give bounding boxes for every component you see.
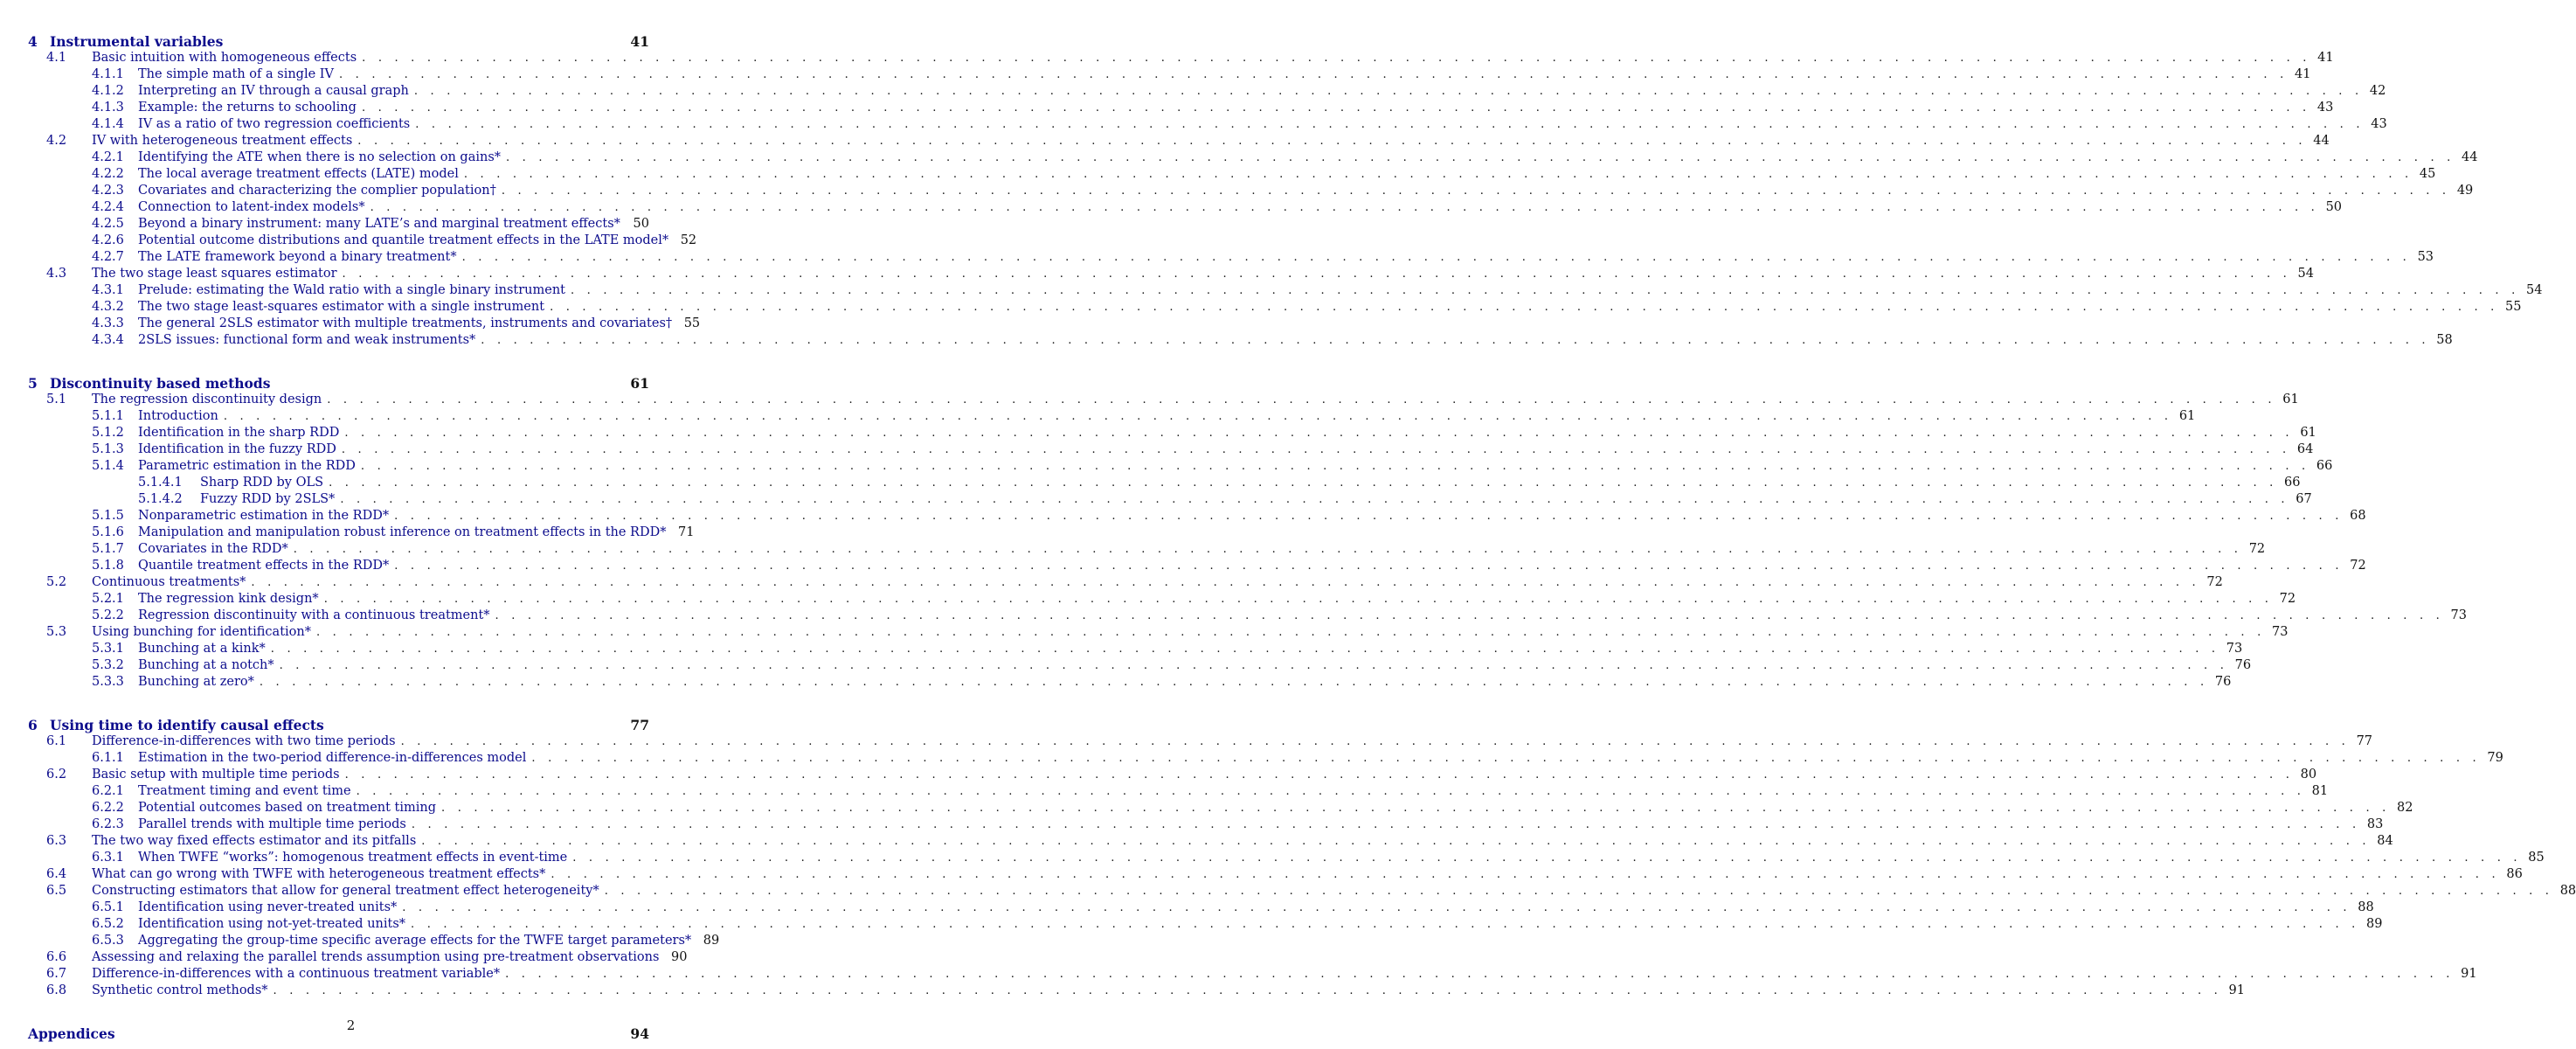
toc-entry-page: 44 bbox=[2313, 134, 2330, 148]
toc-entry-title[interactable]: Identification using never-treated units* bbox=[138, 900, 398, 914]
toc-entry[interactable] bbox=[92, 83, 2386, 100]
dot-leader: . . . . . . . . . . . . . . . . . . . . . . . . . . . . . . . . . . . . . . . . . . . . . . . . . . . . . . . . . . . . . . . . . . . . . . . . . . . . . . . . . . . . . . . . . . . . . . . . . . . . . . . . . . . . . . . . . . . . . . . . bbox=[570, 284, 2520, 297]
toc-entry-number: 5.1.4 bbox=[92, 459, 124, 473]
toc-entry-page: 58 bbox=[2436, 333, 2453, 347]
toc-entry-number: 5.1.7 bbox=[92, 542, 124, 556]
toc-entry-number: 6.5.2 bbox=[92, 917, 124, 931]
toc-entry-title[interactable]: Estimation in the two-period difference-in-differences model bbox=[138, 751, 527, 765]
toc-entry-number: 6.1 bbox=[46, 734, 67, 748]
toc-entry-title[interactable]: Sharp RDD by OLS bbox=[200, 476, 324, 490]
toc-entry-page: 81 bbox=[2311, 784, 2329, 798]
toc-entry-page: 90 bbox=[671, 950, 688, 964]
toc-entry[interactable] bbox=[92, 408, 2196, 425]
toc-entry-page: 61 bbox=[2282, 393, 2299, 406]
toc-entry-title[interactable]: Assessing and relaxing the parallel trends assumption using pre-treatment observations bbox=[92, 950, 660, 964]
toc-entry-title[interactable]: Connection to latent-index models* bbox=[138, 200, 365, 214]
toc-entry-page: 83 bbox=[2366, 817, 2384, 831]
toc-entry-title[interactable]: The LATE framework beyond a binary treatment* bbox=[138, 250, 457, 264]
toc-entry-page: 61 bbox=[2300, 426, 2316, 440]
toc-entry[interactable] bbox=[46, 266, 2314, 282]
dot-leader: . . . . . . . . . . . . . . . . . . . . . . . . . . . . . . . . . . . . . . . . . . . . . . . . . . . . . . . . . . . . . . . . . . . . . . . . . . . . . . . . . . . . . . . . . . . . . . . . . . . . . . . . . . . . . . . . . . . . . . . . bbox=[329, 476, 2278, 490]
toc-entry[interactable] bbox=[92, 299, 2522, 316]
toc-entry-title[interactable]: Potential outcome distributions and quantile treatment effects in the LATE model* bbox=[138, 233, 669, 247]
toc-entry-title[interactable]: Continuous treatments* bbox=[92, 575, 246, 589]
toc-entry-number: 4.3.4 bbox=[92, 333, 124, 347]
dot-leader: . . . . . . . . . . . . . . . . . . . . . . . . . . . . . . . . . . . . . . . . . . . . . . . . . . . . . . . . . . . . . . . . . . . . . . . . . . . . . . . . . . . . . . . . . . . . . . . . . . . . . . . . . . . . . . . . . . . . . . . . bbox=[461, 251, 2412, 264]
dot-leader: . . . . . . . . . . . . . . . . . . . . . . . . . . . . . . . . . . . . . . . . . . . . . . . . . . . . . . . . . . . . . . . . . . . . . . . . . . . . . . . . . . . . . . . . . . . . . . . . . . . . . . . . . . . . . . . . . . . . . . . . bbox=[441, 802, 2391, 815]
toc-entry[interactable] bbox=[92, 900, 2374, 916]
toc-entry-page: 66 bbox=[2284, 476, 2301, 490]
dot-leader: . . . . . . . . . . . . . . . . . . . . . . . . . . . . . . . . . . . . . . . . . . . . . . . . . . . . . . . . . . . . . . . . . . . . . . . . . . . . . . . . . . . . . . . . . . . . . . . . . . . . . . . . . . . . . . . . . . . . . . . . bbox=[273, 984, 2222, 997]
toc-entry-title[interactable]: The regression kink design* bbox=[138, 592, 319, 606]
toc-entry-title[interactable]: Quantile treatment effects in the RDD* bbox=[138, 559, 390, 573]
page-number: 2 bbox=[346, 1018, 356, 1033]
toc-entry-page: 45 bbox=[2419, 167, 2436, 181]
toc-entry-page: 66 bbox=[2316, 459, 2333, 473]
toc-entry-page: 61 bbox=[630, 375, 649, 392]
toc-entry-number: 5.3.3 bbox=[92, 675, 124, 689]
toc-entry[interactable] bbox=[92, 641, 2243, 657]
toc-entry[interactable] bbox=[92, 441, 2314, 458]
dot-leader: . . . . . . . . . . . . . . . . . . . . . . . . . . . . . . . . . . . . . . . . . . . . . . . . . . . . . . . . . . . . . . . . . . . . . . . . . . . . . . . . . . . . . . . . . . . . . . . . . . . . . . . . . . . . . . . . . . . . . . . . bbox=[413, 85, 2364, 98]
dot-leader: . . . . . . . . . . . . . . . . . . . . . . . . . . . . . . . . . . . . . . . . . . . . . . . . . . . . . . . . . . . . . . . . . . . . . . . . . . . . . . . . . . . . . . . . . . . . . . . . . . . . . . . . . . . . . . . . . . . . . . . . bbox=[342, 267, 2291, 281]
toc-entry-number: 5.1.3 bbox=[92, 442, 124, 456]
toc-entry-title[interactable]: Potential outcomes based on treatment timing bbox=[138, 801, 437, 815]
toc-entry-page: 54 bbox=[2297, 267, 2314, 281]
dot-leader: . . . . . . . . . . . . . . . . . . . . . . . . . . . . . . . . . . . . . . . . . . . . . . . . . . . . . . . . . . . . . . . . . . . . . . . . . . . . . . . . . . . . . . . . . . . . . . . . . . . . . . . . . . . . . . . . . . . . . . . . bbox=[550, 301, 2499, 314]
toc-entry-number: 4.3.1 bbox=[92, 283, 124, 297]
toc-entry-page: 49 bbox=[2456, 184, 2474, 198]
toc-chapter-entry[interactable] bbox=[28, 375, 649, 392]
toc-entry-title[interactable]: Interpreting an IV through a causal graph bbox=[138, 84, 409, 98]
toc-entry-title[interactable]: The two stage least-squares estimator with a single instrument bbox=[138, 300, 545, 314]
toc-entry[interactable] bbox=[92, 66, 2311, 83]
dot-leader: . . . . . . . . . . . . . . . . . . . . . . . . . . . . . . . . . . . . . . . . . . . . . . . . . . . . . . . . . . . . . . . . . . . . . . . . . . . . . . . . . . . . . . . . . . . . . . . . . . . . . . . . . . . . . . . . . . . . . . . . bbox=[361, 101, 2311, 115]
toc-entry-page: 41 bbox=[2294, 67, 2311, 81]
toc-entry-number: 6.5.1 bbox=[92, 900, 124, 914]
toc-entry-title[interactable]: Synthetic control methods* bbox=[92, 983, 268, 997]
toc-entry-page: 91 bbox=[2228, 983, 2245, 997]
toc-entry-page: 85 bbox=[2528, 851, 2545, 865]
toc-entry-number: 6.2 bbox=[46, 768, 67, 782]
toc-entry-number: 5.1.1 bbox=[92, 409, 124, 423]
toc-entry[interactable] bbox=[92, 116, 2387, 133]
toc-entry[interactable] bbox=[92, 850, 2545, 866]
toc-entry-number: 6.2.2 bbox=[92, 801, 124, 815]
toc-entry[interactable] bbox=[46, 574, 2223, 591]
dot-leader: . . . . . . . . . . . . . . . . . . . . . . . . . . . . . . . . . . . . . . . . . . . . . . . . . . . . . . . . . . . . . . . . . . . . . . . . . . . . . . . . . . . . . . . . . . . . . . . . . . . . . . . . . . . . . . . . . . . . . . . . bbox=[360, 460, 2310, 473]
toc-entry-number: 6.6 bbox=[46, 950, 67, 964]
dot-leader: . . . . . . . . . . . . . . . . . . . . . . . . . . . . . . . . . . . . . . . . . . . . . . . . . . . . . . . . . . . . . . . . . . . . . . . . . . . . . . . . . . . . . . . . . . . . . . . . . . . . . . . . . . . . . . . . . . . . . . . . bbox=[340, 493, 2289, 506]
toc-entry-number: 6.2.3 bbox=[92, 817, 124, 831]
toc-entry-number: 4.3.2 bbox=[92, 300, 124, 314]
toc-entry-title[interactable]: Identification using not-yet-treated units* bbox=[138, 917, 406, 931]
toc-entry-page: 72 bbox=[2206, 575, 2223, 589]
toc-entry-number: 5.1.4.1 bbox=[138, 476, 183, 490]
toc-entry-title[interactable]: The two stage least squares estimator bbox=[92, 267, 337, 281]
dot-leader: . . . . . . . . . . . . . . . . . . . . . . . . . . . . . . . . . . . . . . . . . . . . . . . . . . . . . . . . . . . . . . . . . . . . . . . . . . . . . . . . . . . . . . . . . . . . . . . . . . . . . . . . . . . . . . . . . . . . . . . . bbox=[341, 443, 2291, 456]
toc-entry[interactable] bbox=[92, 524, 695, 541]
toc-entry-page: 94 bbox=[630, 1025, 649, 1042]
dot-leader: . . . . . . . . . . . . . . . . . . . . . . . . . . . . . . . . . . . . . . . . . . . . . . . . . . . . . . . . . . . . . . . . . . . . . . . . . . . . . . . . . . . . . . . . . . . . . . . . . . . . . . . . . . . . . . . . . . . . . . . . bbox=[357, 135, 2307, 148]
toc-entry-page: 91 bbox=[2461, 967, 2477, 981]
toc-entry[interactable] bbox=[92, 425, 2316, 441]
dot-leader: . . . . . . . . . . . . . . . . . . . . . . . . . . . . . . . . . . . . . . . . . . . . . . . . . . . . . . . . . . . . . . . . . . . . . . . . . . . . . . . . . . . . . . . . . . . . . . . . . . . . . . . . . . . . . . . . . . . . . . . . bbox=[421, 835, 2371, 848]
toc-entry-title[interactable]: Constructing estimators that allow for general treatment effect heterogeneity* bbox=[92, 884, 599, 898]
dot-leader: . . . . . . . . . . . . . . . . . . . . . . . . . . . . . . . . . . . . . . . . . . . . . . . . . . . . . . . . . . . . . . . . . . . . . . . . . . . . . . . . . . . . . . . . . . . . . . . . . . . . . . . . . . . . . . . . . . . . . . . . bbox=[362, 52, 2311, 65]
toc-entry[interactable] bbox=[92, 591, 2296, 608]
dot-leader: . . . . . . . . . . . . . . . . . . . . . . . . . . . . . . . . . . . . . . . . . . . . . . . . . . . . . . . . . . . . . . . . . . . . . . . . . . . . . . . . . . . . . . . . . . . . . . . . . . . . . . . . . . . . . . . . . . . . . . . . bbox=[394, 559, 2344, 573]
toc-entry-page: 84 bbox=[2377, 834, 2393, 848]
toc-entry-title[interactable]: Parallel trends with multiple time periods bbox=[138, 817, 406, 831]
toc-entry-page: 50 bbox=[633, 217, 649, 231]
dot-leader: . . . . . . . . . . . . . . . . . . . . . . . . . . . . . . . . . . . . . . . . . . . . . . . . . . . . . . . . . . . . . . . . . . . . . . . . . . . . . . . . . . . . . . . . . . . . . . . . . . . . . . . . . . . . . . . . . . . . . . . . bbox=[344, 427, 2294, 440]
toc-entry[interactable] bbox=[92, 608, 2467, 624]
toc-entry-number: 5.1.4.2 bbox=[138, 492, 183, 506]
toc-entry-page: 73 bbox=[2271, 625, 2289, 639]
toc-entry-title[interactable]: Difference-in-differences with a continuous treatment variable* bbox=[92, 967, 501, 981]
dot-leader: . . . . . . . . . . . . . . . . . . . . . . . . . . . . . . . . . . . . . . . . . . . . . . . . . . . . . . . . . . . . . . . . . . . . . . . . . . . . . . . . . . . . . . . . . . . . . . . . . . . . . . . . . . . . . . . . . . . . . . . . bbox=[505, 968, 2455, 981]
toc-entry-number: 4.2.4 bbox=[92, 200, 124, 214]
dot-leader: . . . . . . . . . . . . . . . . . . . . . . . . . . . . . . . . . . . . . . . . . . . . . . . . . . . . . . . . . . . . . . . . . . . . . . . . . . . . . . . . . . . . . . . . . . . . . . . . . . . . . . . . . . . . . . . . . . . . . . . . bbox=[551, 868, 2500, 881]
toc-entry-number: 5 bbox=[28, 375, 38, 392]
toc-entry-title[interactable]: Introduction bbox=[138, 409, 218, 423]
toc-entry-title[interactable]: Using bunching for identification* bbox=[92, 625, 311, 639]
toc-entry[interactable] bbox=[92, 674, 2232, 691]
dot-leader: . . . . . . . . . . . . . . . . . . . . . . . . . . . . . . . . . . . . . . . . . . . . . . . . . . . . . . . . . . . . . . . . . . . . . . . . . . . . . . . . . . . . . . . . . . . . . . . . . . . . . . . . . . . . . . . . . . . . . . . . bbox=[400, 735, 2351, 748]
toc-entry[interactable] bbox=[92, 800, 2413, 816]
toc-entry-title[interactable]: Beyond a binary instrument: many LATE’s and marginal treatment effects* bbox=[138, 217, 620, 231]
toc-entry-number: 4.2.7 bbox=[92, 250, 124, 264]
toc-entry-title[interactable]: Parametric estimation in the RDD bbox=[138, 459, 356, 473]
toc-entry[interactable] bbox=[92, 332, 2453, 349]
toc-entry-number: 6.3 bbox=[46, 834, 67, 848]
toc-entry-number: 4.2 bbox=[46, 134, 67, 148]
toc-entry-page: 55 bbox=[2505, 300, 2522, 314]
toc-entry-title[interactable]: Covariates in the RDD* bbox=[138, 542, 288, 556]
toc-entry-title[interactable]: The local average treatment effects (LATE) model bbox=[138, 167, 459, 181]
toc-entry-page: 88 bbox=[2559, 884, 2576, 898]
toc-entry-title[interactable]: Basic intuition with homogeneous effects bbox=[92, 51, 357, 65]
dot-leader: . . . . . . . . . . . . . . . . . . . . . . . . . . . . . . . . . . . . . . . . . . . . . . . . . . . . . . . . . . . . . . . . . . . . . . . . . . . . . . . . . . . . . . . . . . . . . . . . . . . . . . . . . . . . . . . . . . . . . . . . bbox=[531, 752, 2481, 765]
toc-entry-page: 73 bbox=[2226, 642, 2243, 656]
dot-leader: . . . . . . . . . . . . . . . . . . . . . . . . . . . . . . . . . . . . . . . . . . . . . . . . . . . . . . . . . . . . . . . . . . . . . . . . . . . . . . . . . . . . . . . . . . . . . . . . . . . . . . . . . . . . . . . . . . . . . . . . bbox=[495, 609, 2444, 622]
toc-entry-title[interactable]: The two way fixed effects estimator and its pitfalls bbox=[92, 834, 417, 848]
dot-leader: . . . . . . . . . . . . . . . . . . . . . . . . . . . . . . . . . . . . . . . . . . . . . . . . . . . . . . . . . . . . . . . . . . . . . . . . . . . . . . . . . . . . . . . . . . . . . . . . . . . . . . . . . . . . . . . . . . . . . . . . bbox=[506, 151, 2455, 164]
toc-entry-number: 6.2.1 bbox=[92, 784, 124, 798]
toc-entry-title[interactable]: The simple math of a single IV bbox=[138, 67, 334, 81]
toc-entry-page: 82 bbox=[2397, 801, 2413, 815]
dot-leader: . . . . . . . . . . . . . . . . . . . . . . . . . . . . . . . . . . . . . . . . . . . . . . . . . . . . . . . . . . . . . . . . . . . . . . . . . . . . . . . . . . . . . . . . . . . . . . . . . . . . . . . . . . . . . . . . . . . . . . . . bbox=[411, 818, 2361, 831]
toc-entry[interactable] bbox=[92, 233, 697, 249]
toc-entry-number: 4.1 bbox=[46, 51, 67, 65]
toc-entry-number: 5.1.6 bbox=[92, 525, 124, 539]
toc-entry[interactable] bbox=[92, 249, 2434, 266]
toc-entry-page: 61 bbox=[2178, 409, 2196, 423]
toc-entry-number: 5.1.8 bbox=[92, 559, 124, 573]
toc-entry[interactable] bbox=[92, 657, 2252, 674]
toc-entry-number: 5.1.5 bbox=[92, 509, 124, 523]
toc-entry-number: 5.2.2 bbox=[92, 608, 124, 622]
toc-entry[interactable] bbox=[92, 816, 2384, 833]
dot-leader: . . . . . . . . . . . . . . . . . . . . . . . . . . . . . . . . . . . . . . . . . . . . . . . . . . . . . . . . . . . . . . . . . . . . . . . . . . . . . . . . . . . . . . . . . . . . . . . . . . . . . . . . . . . . . . . . . . . . . . . . bbox=[415, 118, 2365, 131]
toc-entry-number: 6 bbox=[28, 717, 38, 733]
toc-entry-page: 41 bbox=[2317, 51, 2334, 65]
toc-entry[interactable] bbox=[92, 216, 649, 233]
toc-entry-page: 43 bbox=[2316, 101, 2334, 115]
toc-entry-page: 41 bbox=[630, 33, 649, 50]
toc-entry-title[interactable]: Appendices bbox=[28, 1025, 115, 1042]
toc-entry-number: 4.2.2 bbox=[92, 167, 124, 181]
toc-entry-page: 89 bbox=[703, 934, 720, 948]
toc-entry-page: 86 bbox=[2506, 867, 2523, 881]
toc-entry-title[interactable]: The regression discontinuity design bbox=[92, 393, 322, 406]
toc-entry[interactable] bbox=[92, 149, 2478, 166]
toc-entry[interactable] bbox=[92, 183, 2474, 199]
toc-entry-number: 6.4 bbox=[46, 867, 67, 881]
toc-entry[interactable] bbox=[138, 475, 2301, 491]
toc-entry-page: 50 bbox=[2325, 200, 2343, 214]
dot-leader: . . . . . . . . . . . . . . . . . . . . . . . . . . . . . . . . . . . . . . . . . . . . . . . . . . . . . . . . . . . . . . . . . . . . . . . . . . . . . . . . . . . . . . . . . . . . . . . . . . . . . . . . . . . . . . . . . . . . . . . . bbox=[370, 201, 2320, 214]
toc-entry[interactable] bbox=[92, 100, 2334, 116]
toc-entry[interactable] bbox=[92, 508, 2366, 524]
toc-entry-page: 72 bbox=[2279, 592, 2296, 606]
toc-entry-number: 4.1.2 bbox=[92, 84, 124, 98]
toc-entry[interactable] bbox=[92, 558, 2366, 574]
toc-entry[interactable] bbox=[92, 916, 2383, 933]
toc-entry-number: 6.5.3 bbox=[92, 934, 124, 948]
toc-entry-page: 88 bbox=[2358, 900, 2374, 914]
toc-entry-number: 6.5 bbox=[46, 884, 67, 898]
toc-entry-title[interactable]: Nonparametric estimation in the RDD* bbox=[138, 509, 390, 523]
toc-entry[interactable] bbox=[46, 50, 2334, 66]
toc-entry-title[interactable]: Bunching at a kink* bbox=[138, 642, 266, 656]
toc-entry-title[interactable]: Using time to identify causal effects bbox=[50, 717, 324, 733]
toc-entry-page: 71 bbox=[678, 525, 695, 539]
toc-entry-page: 73 bbox=[2450, 608, 2467, 622]
toc-entry-title[interactable]: Identifying the ATE when there is no selection on gains* bbox=[138, 150, 502, 164]
toc-entry-title[interactable]: Instrumental variables bbox=[50, 33, 224, 50]
toc-entry[interactable] bbox=[46, 866, 2523, 883]
toc-entry-page: 53 bbox=[2417, 250, 2434, 264]
toc-entry[interactable] bbox=[46, 983, 2245, 999]
dot-leader: . . . . . . . . . . . . . . . . . . . . . . . . . . . . . . . . . . . . . . . . . . . . . . . . . . . . . . . . . . . . . . . . . . . . . . . . . . . . . . . . . . . . . . . . . . . . . . . . . . . . . . . . . . . . . . . . . . . . . . . . bbox=[344, 768, 2295, 782]
toc-entry-number: 4.2.5 bbox=[92, 217, 124, 231]
toc-entry-page: 89 bbox=[2366, 917, 2383, 931]
dot-leader: . . . . . . . . . . . . . . . . . . . . . . . . . . . . . . . . . . . . . . . . . . . . . . . . . . . . . . . . . . . . . . . . . . . . . . . . . . . . . . . . . . . . . . . . . . . . . . . . . . . . . . . . . . . . . . . . . . . . . . . . bbox=[402, 901, 2351, 914]
toc-entry-title[interactable]: IV as a ratio of two regression coefficients bbox=[138, 117, 411, 131]
toc-entry[interactable] bbox=[92, 933, 720, 949]
toc-entry-number: 5.2 bbox=[46, 575, 67, 589]
toc-entry-number: 5.3.2 bbox=[92, 658, 124, 672]
dot-leader: . . . . . . . . . . . . . . . . . . . . . . . . . . . . . . . . . . . . . . . . . . . . . . . . . . . . . . . . . . . . . . . . . . . . . . . . . . . . . . . . . . . . . . . . . . . . . . . . . . . . . . . . . . . . . . . . . . . . . . . . bbox=[293, 543, 2243, 556]
toc-entry-title[interactable]: Basic setup with multiple time periods bbox=[92, 768, 340, 782]
toc-entry-number: 4.3 bbox=[46, 267, 67, 281]
toc-entry-number: 4.2.3 bbox=[92, 184, 124, 198]
toc-entry[interactable] bbox=[46, 133, 2330, 149]
toc-entry-number: 6.7 bbox=[46, 967, 67, 981]
toc-entry-page: 44 bbox=[2462, 150, 2478, 164]
toc-entry-page: 64 bbox=[2296, 442, 2314, 456]
toc-entry-title[interactable]: Regression discontinuity with a continuous treatment* bbox=[138, 608, 490, 622]
toc-entry-page: 42 bbox=[2369, 84, 2386, 98]
toc-entry[interactable] bbox=[92, 282, 2543, 299]
toc-entry[interactable] bbox=[46, 833, 2393, 850]
toc-entry-page: 80 bbox=[2300, 768, 2317, 782]
toc-entry-number: 4.2.1 bbox=[92, 150, 124, 164]
dot-leader: . . . . . . . . . . . . . . . . . . . . . . . . . . . . . . . . . . . . . . . . . . . . . . . . . . . . . . . . . . . . . . . . . . . . . . . . . . . . . . . . . . . . . . . . . . . . . . . . . . . . . . . . . . . . . . . . . . . . . . . . bbox=[481, 334, 2430, 347]
toc-entry-page: 76 bbox=[2214, 675, 2232, 689]
toc-entry[interactable] bbox=[92, 541, 2266, 558]
toc-entry[interactable] bbox=[46, 392, 2299, 408]
toc-entry-title[interactable]: Bunching at zero* bbox=[138, 675, 254, 689]
toc-entry-number: 4.2.6 bbox=[92, 233, 124, 247]
toc-entry-page: 72 bbox=[2350, 559, 2366, 573]
toc-entry-number: 6.8 bbox=[46, 983, 67, 997]
toc-entry-page: 79 bbox=[2487, 751, 2503, 765]
toc-entry[interactable] bbox=[92, 199, 2343, 216]
toc-entry-number: 4.1.3 bbox=[92, 101, 124, 115]
toc-entry-page: 54 bbox=[2525, 283, 2543, 297]
dot-leader: . . . . . . . . . . . . . . . . . . . . . . . . . . . . . . . . . . . . . . . . . . . . . . . . . . . . . . . . . . . . . . . . . . . . . . . . . . . . . . . . . . . . . . . . . . . . . . . . . . . . . . . . . . . . . . . . . . . . . . . . bbox=[604, 885, 2554, 898]
toc-entry-title[interactable]: Identification in the fuzzy RDD bbox=[138, 442, 336, 456]
toc-entry[interactable] bbox=[46, 767, 2317, 783]
toc-entry-title[interactable]: What can go wrong with TWFE with heterogeneous treatment effects* bbox=[92, 867, 546, 881]
toc-entry-title[interactable]: Identification in the sharp RDD bbox=[138, 426, 340, 440]
toc-entry[interactable] bbox=[46, 949, 688, 966]
dot-leader: . . . . . . . . . . . . . . . . . . . . . . . . . . . . . . . . . . . . . . . . . . . . . . . . . . . . . . . . . . . . . . . . . . . . . . . . . . . . . . . . . . . . . . . . . . . . . . . . . . . . . . . . . . . . . . . . . . . . . . . . bbox=[394, 510, 2344, 523]
toc-entry-title[interactable]: Treatment timing and event time bbox=[138, 784, 351, 798]
toc-entry[interactable] bbox=[92, 750, 2503, 767]
toc-entry[interactable] bbox=[46, 624, 2289, 641]
toc-entry[interactable] bbox=[92, 783, 2329, 800]
toc-chapter-entry[interactable] bbox=[28, 717, 649, 733]
dot-leader: . . . . . . . . . . . . . . . . . . . . . . . . . . . . . . . . . . . . . . . . . . . . . . . . . . . . . . . . . . . . . . . . . . . . . . . . . . . . . . . . . . . . . . . . . . . . . . . . . . . . . . . . . . . . . . . . . . . . . . . . bbox=[323, 593, 2274, 606]
toc-entry-page: 43 bbox=[2371, 117, 2387, 131]
dot-leader: . . . . . . . . . . . . . . . . . . . . . . . . . . . . . . . . . . . . . . . . . . . . . . . . . . . . . . . . . . . . . . . . . . . . . . . . . . . . . . . . . . . . . . . . . . . . . . . . . . . . . . . . . . . . . . . . . . . . . . . . bbox=[572, 851, 2522, 865]
toc-chapter-entry[interactable] bbox=[28, 33, 649, 50]
toc-entry-number: 5.3 bbox=[46, 625, 67, 639]
toc-entry[interactable] bbox=[92, 166, 2436, 183]
toc-entry-number: 5.1.2 bbox=[92, 426, 124, 440]
toc-entry-title[interactable]: Example: the returns to schooling bbox=[138, 101, 357, 115]
dot-leader: . . . . . . . . . . . . . . . . . . . . . . . . . . . . . . . . . . . . . . . . . . . . . . . . . . . . . . . . . . . . . . . . . . . . . . . . . . . . . . . . . . . . . . . . . . . . . . . . . . . . . . . . . . . . . . . . . . . . . . . . bbox=[327, 393, 2276, 406]
toc-entry-page: 76 bbox=[2234, 658, 2252, 672]
toc-entry-number: 4 bbox=[28, 33, 38, 50]
toc-entry-title[interactable]: Bunching at a notch* bbox=[138, 658, 274, 672]
toc-entry-title[interactable]: Aggregating the group-time specific average effects for the TWFE target parameters* bbox=[138, 934, 692, 948]
dot-leader: . . . . . . . . . . . . . . . . . . . . . . . . . . . . . . . . . . . . . . . . . . . . . . . . . . . . . . . . . . . . . . . . . . . . . . . . . . . . . . . . . . . . . . . . . . . . . . . . . . . . . . . . . . . . . . . . . . . . . . . . bbox=[463, 168, 2413, 181]
dot-leader: . . . . . . . . . . . . . . . . . . . . . . . . . . . . . . . . . . . . . . . . . . . . . . . . . . . . . . . . . . . . . . . . . . . . . . . . . . . . . . . . . . . . . . . . . . . . . . . . . . . . . . . . . . . . . . . . . . . . . . . . bbox=[270, 643, 2220, 656]
dot-leader: . . . . . . . . . . . . . . . . . . . . . . . . . . . . . . . . . . . . . . . . . . . . . . . . . . . . . . . . . . . . . . . . . . . . . . . . . . . . . . . . . . . . . . . . . . . . . . . . . . . . . . . . . . . . . . . . . . . . . . . . bbox=[251, 576, 2200, 589]
dot-leader bbox=[626, 216, 627, 233]
toc-entry[interactable] bbox=[92, 458, 2333, 475]
toc-entry-title[interactable]: The general 2SLS estimator with multiple treatments, instruments and covariates† bbox=[138, 316, 673, 330]
toc-entry-title[interactable]: IV with heterogeneous treatment effects bbox=[92, 134, 353, 148]
toc-entry-number: 4.1.4 bbox=[92, 117, 124, 131]
toc-entry-number: 5.2.1 bbox=[92, 592, 124, 606]
toc-entry-page: 77 bbox=[630, 717, 649, 733]
dot-leader: . . . . . . . . . . . . . . . . . . . . . . . . . . . . . . . . . . . . . . . . . . . . . . . . . . . . . . . . . . . . . . . . . . . . . . . . . . . . . . . . . . . . . . . . . . . . . . . . . . . . . . . . . . . . . . . . . . . . . . . . bbox=[315, 626, 2266, 639]
toc-entry-page: 68 bbox=[2350, 509, 2366, 523]
toc-entry-page: 72 bbox=[2248, 542, 2266, 556]
toc-entry[interactable] bbox=[138, 491, 2312, 508]
toc-entry-number: 5.3.1 bbox=[92, 642, 124, 656]
toc-entry-title[interactable]: Discontinuity based methods bbox=[50, 375, 271, 392]
dot-leader: . . . . . . . . . . . . . . . . . . . . . . . . . . . . . . . . . . . . . . . . . . . . . . . . . . . . . . . . . . . . . . . . . . . . . . . . . . . . . . . . . . . . . . . . . . . . . . . . . . . . . . . . . . . . . . . . . . . . . . . . bbox=[501, 184, 2451, 198]
toc-entry-page: 55 bbox=[683, 316, 701, 330]
toc-entry-number: 6.1.1 bbox=[92, 751, 124, 765]
toc-entry-title[interactable]: 2SLS issues: functional form and weak instruments* bbox=[138, 333, 476, 347]
toc-entry-page: 52 bbox=[680, 233, 697, 247]
toc-entry-page: 77 bbox=[2356, 734, 2373, 748]
toc-entry-title[interactable]: When TWFE “works”: homogenous treatment effects in event-time bbox=[138, 851, 568, 865]
toc-entry[interactable] bbox=[92, 316, 701, 332]
toc-entry-number: 4.1.1 bbox=[92, 67, 124, 81]
toc-entry-number: 4.3.3 bbox=[92, 316, 124, 330]
toc-entry[interactable] bbox=[46, 966, 2477, 983]
dot-leader: . . . . . . . . . . . . . . . . . . . . . . . . . . . . . . . . . . . . . . . . . . . . . . . . . . . . . . . . . . . . . . . . . . . . . . . . . . . . . . . . . . . . . . . . . . . . . . . . . . . . . . . . . . . . . . . . . . . . . . . . bbox=[259, 676, 2209, 689]
toc-entry-number: 5.1 bbox=[46, 393, 67, 406]
toc-entry-title[interactable]: Manipulation and manipulation robust inference on treatment effects in the RDD* bbox=[138, 525, 667, 539]
dot-leader: . . . . . . . . . . . . . . . . . . . . . . . . . . . . . . . . . . . . . . . . . . . . . . . . . . . . . . . . . . . . . . . . . . . . . . . . . . . . . . . . . . . . . . . . . . . . . . . . . . . . . . . . . . . . . . . . . . . . . . . . bbox=[223, 410, 2173, 423]
dot-leader: . . . . . . . . . . . . . . . . . . . . . . . . . . . . . . . . . . . . . . . . . . . . . . . . . . . . . . . . . . . . . . . . . . . . . . . . . . . . . . . . . . . . . . . . . . . . . . . . . . . . . . . . . . . . . . . . . . . . . . . . bbox=[339, 68, 2289, 81]
toc-entry-title[interactable]: Covariates and characterizing the complier population† bbox=[138, 184, 496, 198]
toc-entry-number: 6.3.1 bbox=[92, 851, 124, 865]
dot-leader: . . . . . . . . . . . . . . . . . . . . . . . . . . . . . . . . . . . . . . . . . . . . . . . . . . . . . . . . . . . . . . . . . . . . . . . . . . . . . . . . . . . . . . . . . . . . . . . . . . . . . . . . . . . . . . . . . . . . . . . . bbox=[411, 918, 2360, 931]
toc-entry[interactable] bbox=[46, 883, 2576, 900]
toc-entry-title[interactable]: Prelude: estimating the Wald ratio with a single binary instrument bbox=[138, 283, 565, 297]
dot-leader: . . . . . . . . . . . . . . . . . . . . . . . . . . . . . . . . . . . . . . . . . . . . . . . . . . . . . . . . . . . . . . . . . . . . . . . . . . . . . . . . . . . . . . . . . . . . . . . . . . . . . . . . . . . . . . . . . . . . . . . . bbox=[279, 659, 2229, 672]
dot-leader: . . . . . . . . . . . . . . . . . . . . . . . . . . . . . . . . . . . . . . . . . . . . . . . . . . . . . . . . . . . . . . . . . . . . . . . . . . . . . . . . . . . . . . . . . . . . . . . . . . . . . . . . . . . . . . . . . . . . . . . . bbox=[356, 785, 2306, 798]
toc-entry-title[interactable]: Fuzzy RDD by 2SLS* bbox=[200, 492, 336, 506]
toc-entry-title[interactable]: Difference-in-differences with two time periods bbox=[92, 734, 396, 748]
toc-entry-page: 67 bbox=[2296, 492, 2312, 506]
toc-entry[interactable] bbox=[46, 733, 2373, 750]
